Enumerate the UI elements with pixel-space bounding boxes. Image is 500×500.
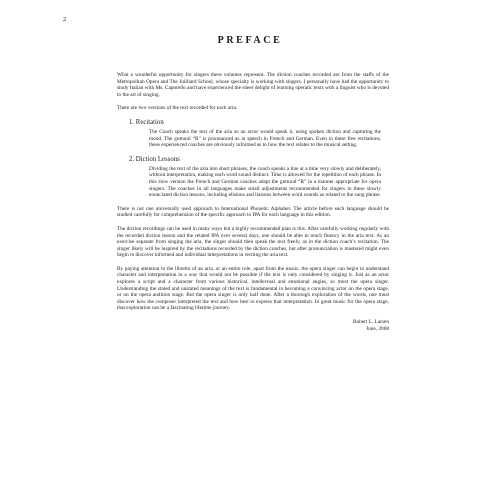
intro-paragraph: What a wonderful opportunity for singers these volumes represent. The diction coaches recorded are from the staffs of the Metropolitan Opera and The Juilliard School, whose specialty is working with singers. I personally have had the opportunity to study Italian with Ms. Caporello and have experienced the sheer delight of learning operatic texts with a linguist who is devoted to the art of singing.: [117, 72, 389, 98]
versions-paragraph: There are two versions of the text recorded for each aria.: [117, 105, 238, 112]
libretto-paragraph: By paying attention to the libretto of an aria, or an entire role, apart from the music, the opera singer can begin to understand character and interpretation in a way that would not be possible if the text is only considered by singing it. Just as an actor explores a script and a character from various historical, intellectual and emotional angles, so must the opera singer. Understanding the stated and unstated meanings of the text is fundamental in becoming a convincing actor on the opera stage, or on the opera audition stage. But the opera singer is only half done. After a thorough exploration of the words, one must discover how the composer interpreted the text and how best to express that interpretation. In great music for the opera stage, that exploration can be a fascinating lifetime journey.: [117, 265, 389, 312]
signature-date: June, 2008: [366, 325, 389, 332]
section-body-recitation: The Coach speaks the text of the aria as an actor would speak it, using spoken diction and capturing the mood. The guttural “R” is pronounced as in speech in French and German. Even in these free recitations, these experienced coaches are obviously informed as to how the text relates to the musical setting.: [149, 128, 381, 149]
usage-paragraph: The diction recordings can be used in many ways but a highly recommended plan is this. After carefully working regularly with the recorded diction lesson and the related IPA over several days, one should be able to reach fluency in the aria text. As an exercise separate from singing the aria, the singer should then speak the text freely, as in the diction coach’s recitation. The singer likely will be inspired by the recitations recorded by the diction coaches, but after pronunciation is mastered might even begin to discover informed and individual interpretations in reciting the aria text.: [117, 225, 389, 259]
signature-block: [117, 319, 389, 333]
page-number: 2: [63, 16, 67, 23]
signature-name: Robert L. Larsen: [352, 319, 389, 326]
section-heading-recitation: 1. Recitation: [129, 118, 164, 126]
section-body-diction-lessons: Dividing the text of the aria into short phrases, the coach speaks a line at a time very slowly and deliberately, without interpretation, making each word sound distinct. Time is allowed for the repetition of each phrase. In this slow version the French and German coaches adapt the guttural “R” in a manner appropriate for opera singers. The coaches in all languages make small adjustments recommended for singers in these slowly enunciated diction lessons, including elisions and liaisons between word sounds as related to the sung phrase.: [149, 165, 381, 199]
page-title: PREFACE: [217, 35, 283, 46]
ipa-paragraph: There is not one universally used approach to International Phonetic Alphabet. The article before each language should be studied carefully for comprehension of the specific approach to IPA for each language in this edition.: [117, 205, 389, 219]
section-heading-diction-lessons: 2. Diction Lessons: [129, 155, 180, 163]
preface-body: [117, 72, 389, 333]
